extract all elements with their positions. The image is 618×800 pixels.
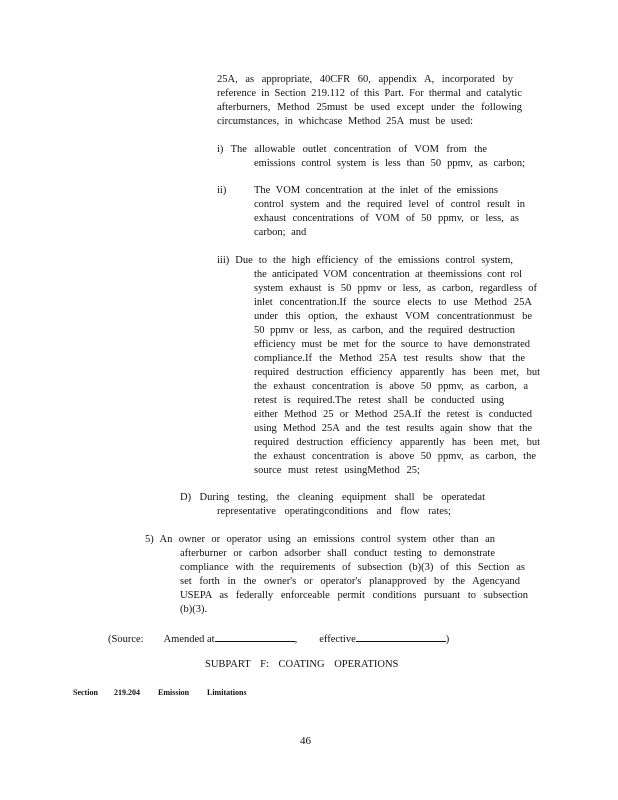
- source-effective-label: effective: [319, 634, 356, 645]
- item-iii-line: the anticipated VOM concentration at theemissions cont rol: [254, 269, 522, 280]
- item-iii-line: the exhaust concentration is above 50 ppmv, as carbon, the: [254, 451, 536, 462]
- item-5-line: (b)(3).: [180, 604, 208, 615]
- source-note: [108, 630, 449, 647]
- item-5-line: USEPA as federally enforceable permit conditions pursuant to subsection: [180, 590, 528, 601]
- subpart-heading: SUBPART F: COATING OPERATIONS: [205, 659, 399, 670]
- item-iii-line: 50 ppmv or less, as carbon, and the required destruction: [254, 325, 515, 336]
- item-d-line: D) During testing, the cleaning equipment shall be operatedat: [180, 492, 485, 503]
- item-5-line: afterburner or carbon adsorber shall conduct testing to demonstrate: [180, 548, 495, 559]
- item-iii-line: efficiency must be met for the source to have demonstrated: [254, 339, 530, 350]
- item-iii-line: using Method 25A and the test results again show that the: [254, 423, 532, 434]
- intro-line: circumstances, in whichcase Method 25A must be used:: [217, 116, 474, 127]
- item-iii-line: retest is required.The retest shall be conducted using: [254, 395, 504, 406]
- item-ii-line: carbon; and: [254, 227, 307, 238]
- item-ii-line: The VOM concentration at the inlet of the emissions: [254, 185, 498, 196]
- source-amended-label: Amended at: [163, 634, 215, 645]
- item-5-line: 5) An owner or operator using an emissions control system other than an: [145, 534, 495, 545]
- item-iii-line: required destruction efficiency apparently has been met, but: [254, 437, 540, 448]
- intro-line: 25A, as appropriate, 40CFR 60, appendix A, incorporated by: [217, 74, 513, 85]
- item-iii-line: required destruction efficiency apparently has been met, but: [254, 367, 540, 378]
- item-iii-line: either Method 25 or Method 25A.If the retest is conducted: [254, 409, 532, 420]
- item-iii-line: source must retest usingMethod 25;: [254, 465, 420, 476]
- page-number: 46: [300, 735, 311, 747]
- item-i-line: i) The allowable outlet concentration of VOM from the: [217, 144, 487, 155]
- item-i-line: emissions control system is less than 50 ppmv, as carbon;: [254, 158, 525, 169]
- item-ii-label: ii): [217, 185, 227, 196]
- footer-number: 219.204: [114, 688, 140, 697]
- item-iii-line: the exhaust concentration is above 50 ppmv, as carbon, a: [254, 381, 528, 392]
- intro-line: reference in Section 219.112 of this Part. For thermal and catalytic: [217, 88, 522, 99]
- footer-title: Emission: [158, 688, 190, 697]
- item-iii-line: under this option, the exhaust VOM concentrationmust be: [254, 311, 532, 322]
- item-iii-line: inlet concentration.If the source elects to use Method 25A: [254, 297, 532, 308]
- item-5-line: compliance with the requirements of subsection (b)(3) of this Section as: [180, 562, 525, 573]
- effective-blank: [356, 630, 446, 642]
- item-ii-line: exhaust concentrations of VOM of 50 ppmv, or less, as: [254, 213, 519, 224]
- item-5-line: set forth in the owner's or operator's planapproved by the Agencyand: [180, 576, 520, 587]
- source-suffix: ): [445, 634, 450, 645]
- item-iii-line: iii) Due to the high efficiency of the emissions control system,: [217, 255, 513, 266]
- source-prefix: (Source:: [108, 634, 144, 645]
- footer-subtitle: Limitations: [207, 688, 247, 697]
- item-d-line: representative operatingconditions and flow rates;: [217, 506, 451, 517]
- source-comma: ,: [294, 634, 298, 645]
- footer-section: Section: [73, 688, 98, 697]
- intro-line: afterburners, Method 25must be used except under the following: [217, 102, 522, 113]
- item-iii-line: system exhaust is 50 ppmv or less, as carbon, regardless of: [254, 283, 537, 294]
- item-iii-line: compliance.If the Method 25A test results show that the: [254, 353, 525, 364]
- item-ii-line: control system and the required level of control result in: [254, 199, 525, 210]
- amended-blank: [215, 630, 295, 642]
